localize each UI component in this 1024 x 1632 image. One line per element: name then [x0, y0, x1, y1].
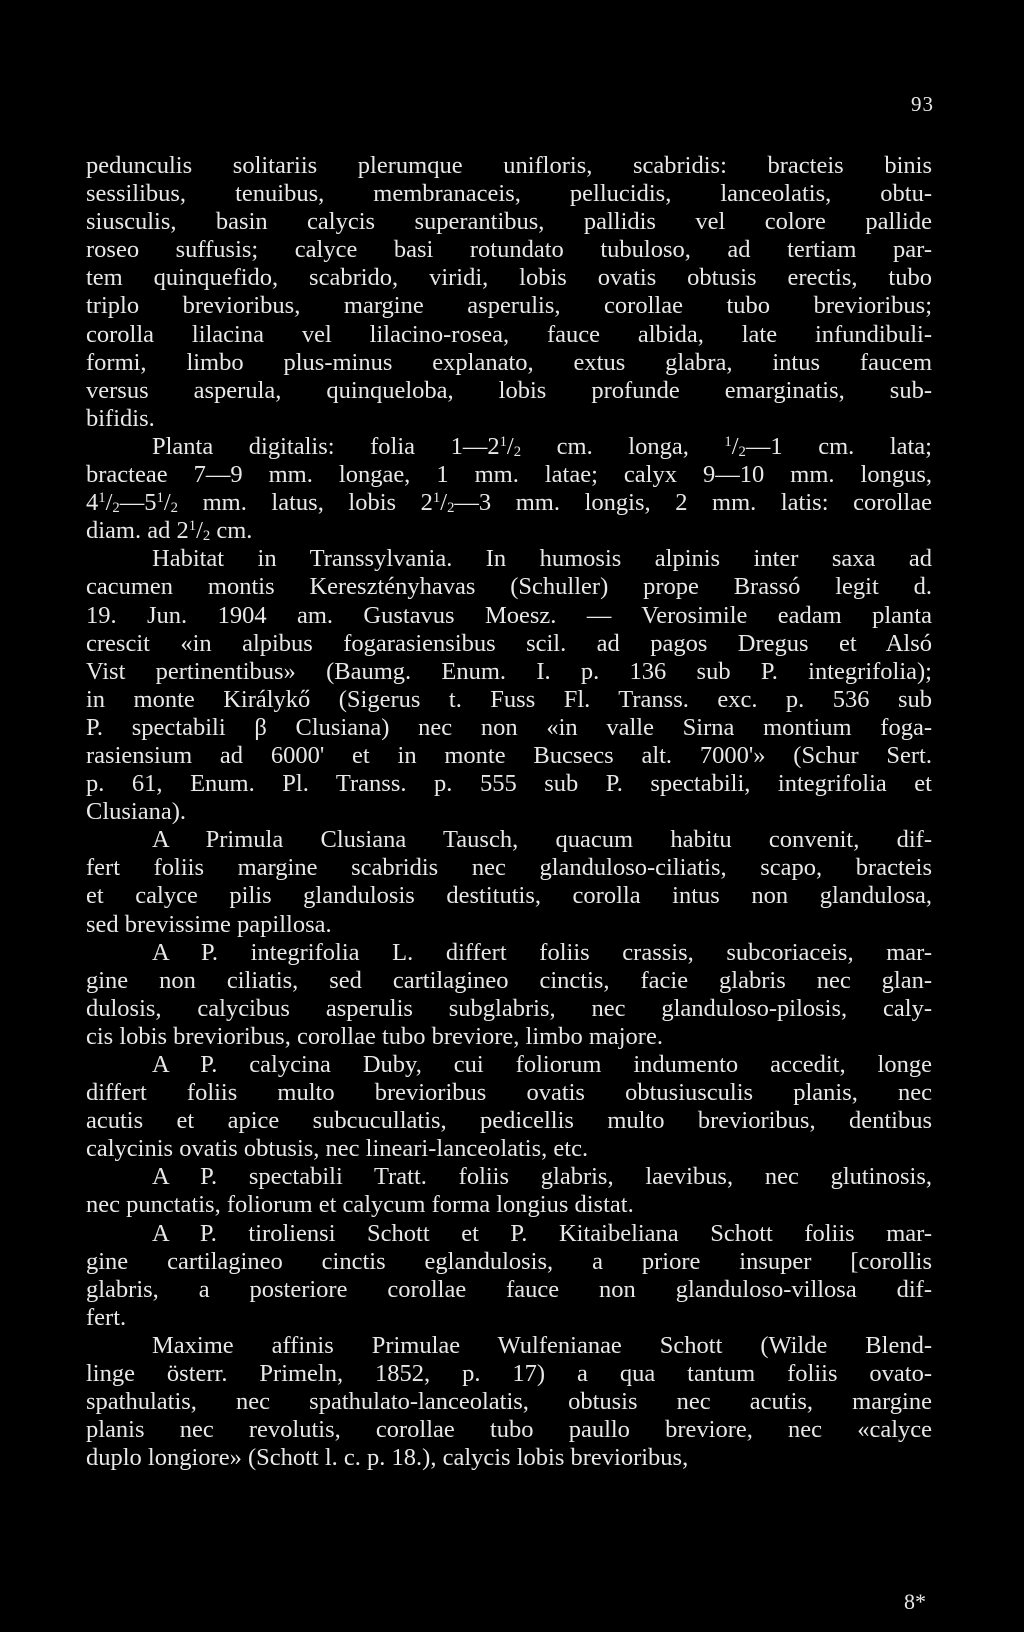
- text-line: bracteae 7—9 mm. longae, 1 mm. latae; calyx 9—10 mm. longus,: [86, 461, 932, 489]
- text-line: A Primula Clusiana Tausch, quacum habitu convenit, dif-: [152, 826, 932, 854]
- paragraph-integrifolia: [86, 939, 932, 1051]
- text-line: differt foliis multo brevioribus ovatis obtusiusculis planis, nec: [86, 1079, 932, 1107]
- body-text: [86, 152, 932, 1472]
- text-line: duplo longiore» (Schott l. c. p. 18.), calycis lobis brevioribus,: [86, 1444, 689, 1472]
- paragraph-spectabilis: [86, 1163, 932, 1219]
- text-line: sessilibus, tenuibus, membranaceis, pellucidis, lanceolatis, obtu-: [86, 180, 932, 208]
- paragraph-clusiana: [86, 826, 932, 938]
- paragraph-wulfeniana: [86, 1332, 932, 1472]
- text-line: tem quinquefido, scabrido, viridi, lobis ovatis obtusis erectis, tubo: [86, 264, 932, 292]
- text-line: cacumen montis Keresztényhavas (Schuller) prope Brassó legit d.: [86, 573, 932, 601]
- paragraph-habitat: [86, 545, 932, 826]
- text-line: Vist pertinentibus» (Baumg. Enum. I. p. 136 sub P. integrifolia);: [86, 657, 932, 685]
- text-line: formi, limbo plus-minus explanato, extus glabra, intus faucem: [86, 348, 932, 376]
- text-line: Maxime affinis Primulae Wulfenianae Schott (Wilde Blend-: [152, 1331, 932, 1359]
- text-line: Planta digitalis: folia $1—2^1/_2$ cm. longa, $^1/_2—1$ cm. lata;: [152, 432, 932, 461]
- paragraph-planta-digitalis: [86, 433, 932, 545]
- text-line: p. 61, Enum. Pl. Transs. p. 555 sub P. spectabili, integrifolia et: [86, 770, 932, 798]
- text-line: rasiensium ad 6000' et in monte Bucsecs alt. 7000'» (Schur Sert.: [86, 741, 932, 769]
- text-line: in monte Királykő (Sigerus t. Fuss Fl. Transs. exc. p. 536 sub: [86, 685, 932, 713]
- text-line: corolla lilacina vel lilacino-rosea, fauce albida, late infundibuli-: [86, 320, 932, 348]
- text-line: A P. integrifolia L. differt foliis crassis, subcoriaceis, mar-: [152, 938, 932, 966]
- text-line: pedunculis solitariis plerumque unifloris, scabridis: bracteis binis: [86, 152, 932, 179]
- text-line: $4^1/_2—5^1/_2$ mm. latus, lobis $2^1/_2—3$ mm. longis, 2 mm. latis: corollae: [86, 489, 932, 517]
- text-line: A P. spectabili Tratt. foliis glabris, laevibus, nec glutinosis,: [152, 1163, 932, 1191]
- text-line: 19. Jun. 1904 am. Gustavus Moesz. — Verosimile eadam planta: [86, 601, 932, 629]
- paragraph-tiroliensis: [86, 1220, 932, 1332]
- text-line: fert foliis margine scabridis nec glanduloso-ciliatis, scapo, bracteis: [86, 854, 932, 882]
- text-line: linge österr. Primeln, 1852, p. 17) a qua tantum foliis ovato-: [86, 1360, 932, 1388]
- text-line: diam. ad $2^1/_2$ cm.: [86, 517, 253, 545]
- text-line: P. spectabili β Clusiana) nec non «in valle Sirna montium foga-: [86, 713, 932, 741]
- text-line: versus asperula, quinqueloba, lobis profunde emarginatis, sub-: [86, 376, 932, 404]
- text-line: gine cartilagineo cinctis eglandulosis, a priore insuper [corollis: [86, 1247, 932, 1275]
- text-line: acutis et apice subcucullatis, pedicellis multo brevioribus, dentibus: [86, 1107, 932, 1135]
- text-line: glabris, a posteriore corollae fauce non glanduloso-villosa dif-: [86, 1275, 932, 1303]
- text-line: dulosis, calycibus asperulis subglabris, nec glanduloso-pilosis, caly-: [86, 994, 932, 1022]
- text-line: fert.: [86, 1303, 127, 1331]
- signature-mark: 8*: [904, 1589, 926, 1614]
- text-line: triplo brevioribus, margine asperulis, corollae tubo brevioribus;: [86, 292, 932, 320]
- text-line: siusculis, basin calycis superantibus, pallidis vel colore pallide: [86, 208, 932, 236]
- text-line: gine non ciliatis, sed cartilagineo cinctis, facie glabris nec glan-: [86, 966, 932, 994]
- text-line: planis nec revolutis, corollae tubo paullo breviore, nec «calyce: [86, 1416, 932, 1444]
- text-line: nec punctatis, foliorum et calycum forma longius distat.: [86, 1191, 634, 1219]
- text-line: calycinis ovatis obtusis, nec lineari-lanceolatis, etc.: [86, 1135, 589, 1163]
- paragraph-calycina: [86, 1051, 932, 1163]
- page-number: 93: [911, 92, 934, 116]
- text-line: roseo suffusis; calyce basi rotundato tubuloso, ad tertiam par-: [86, 236, 932, 264]
- text-line: Habitat in Transsylvania. In humosis alpinis inter saxa ad: [152, 545, 932, 573]
- paragraph-description: [86, 152, 932, 433]
- text-line: A P. tiroliensi Schott et P. Kitaibeliana Schott foliis mar-: [152, 1219, 932, 1247]
- text-line: spathulatis, nec spathulato-lanceolatis, obtusis nec acutis, margine: [86, 1388, 932, 1416]
- text-line: sed brevissime papillosa.: [86, 910, 332, 938]
- text-line: et calyce pilis glandulosis destitutis, corolla intus non glandulosa,: [86, 882, 932, 910]
- text-line: cis lobis brevioribus, corollae tubo breviore, limbo majore.: [86, 1022, 663, 1050]
- text-line: Clusiana).: [86, 798, 187, 826]
- text-line: bifidis.: [86, 404, 155, 432]
- text-line: A P. calycina Duby, cui foliorum indumento accedit, longe: [152, 1051, 932, 1078]
- text-line: crescit «in alpibus fogarasiensibus scil. ad pagos Dregus et Alsó: [86, 629, 932, 657]
